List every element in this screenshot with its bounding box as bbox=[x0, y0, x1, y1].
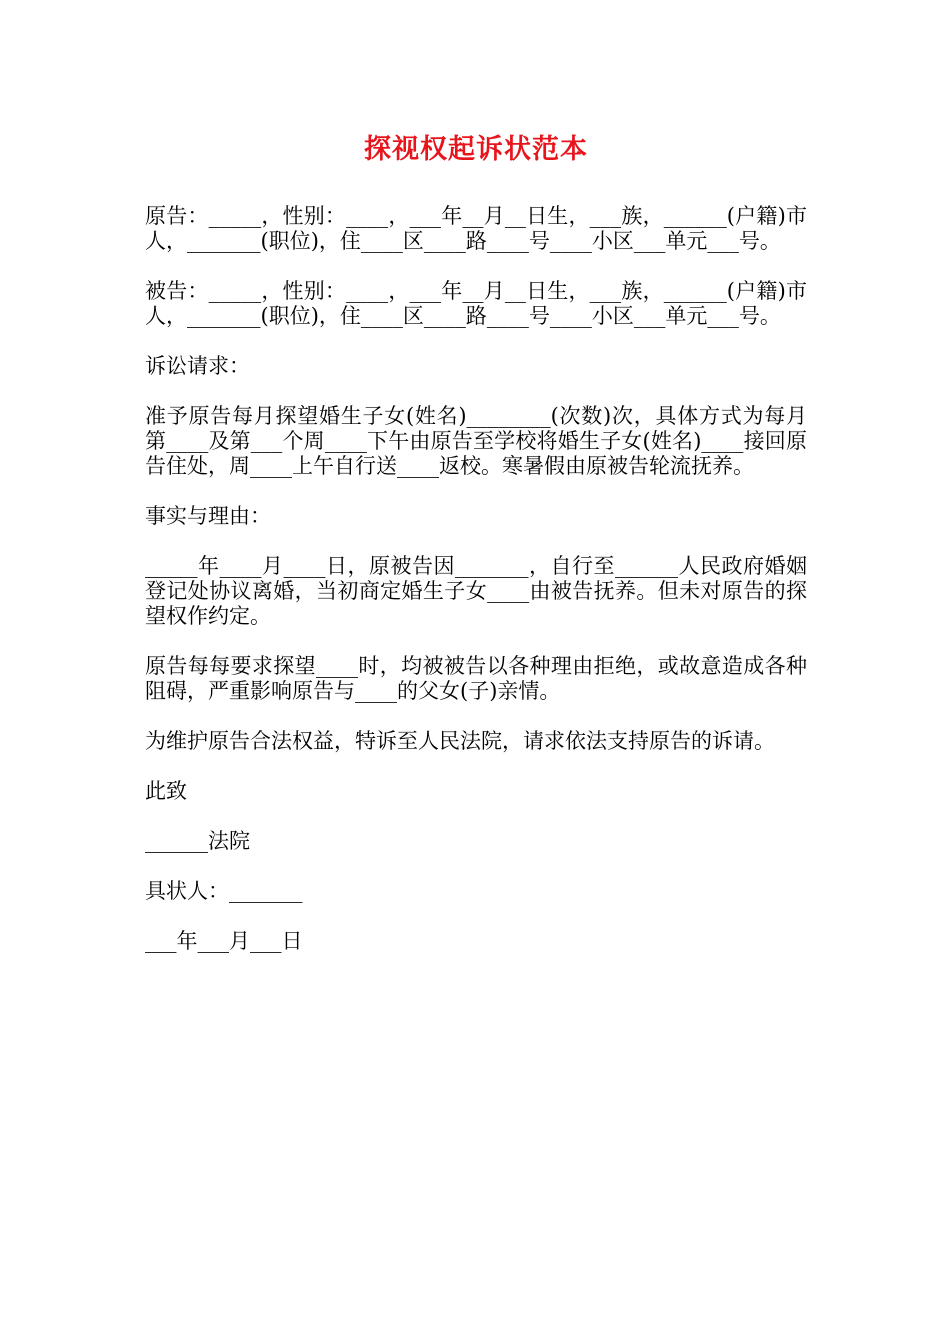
facts-heading: 事实与理由： bbox=[145, 504, 271, 528]
document-date: ___年___月___日 bbox=[145, 929, 303, 953]
facts-body-2: 原告每每要求探望____时，均被被告以各种理由拒绝，或故意造成各种阻碍，严重影响原告与____的父女(子)亲情。 bbox=[145, 654, 807, 703]
court-name: ______法院 bbox=[145, 829, 250, 853]
document-page bbox=[145, 130, 807, 979]
facts-body-1: _____年____月____日，原被告因_______，自行至______人民政府婚姻登记处协议离婚，当初商定婚生子女____由被告抚养。但未对原告的探望权作约定。 bbox=[145, 554, 807, 628]
defendant-info: 被告：_____，性别：____，___年__月__日生，___族，______(户籍)市人，_______(职位)，住____区____路____号____小区___单元___号。 bbox=[145, 279, 807, 328]
document-title: 探视权起诉状范本 bbox=[364, 134, 588, 165]
plaintiff-info: 原告：_____，性别：____，___年__月__日生，___族，______(户籍)市人，_______(职位)，住____区____路____号____小区___单元___号。 bbox=[145, 204, 807, 253]
salutation: 此致 bbox=[145, 779, 187, 803]
claims-body: 准予原告每月探望婚生子女(姓名)________(次数)次，具体方式为每月第____及第___个周____下午由原告至学校将婚生子女(姓名)____接回原告住处，周____上午自行送____返校。寒暑假由原被告轮流抚养。 bbox=[145, 404, 807, 478]
facts-body-3: 为维护原告合法权益，特诉至人民法院，请求依法支持原告的诉请。 bbox=[145, 729, 775, 753]
claims-heading: 诉讼请求： bbox=[145, 354, 250, 378]
petitioner-signature: 具状人：_______ bbox=[145, 879, 303, 903]
